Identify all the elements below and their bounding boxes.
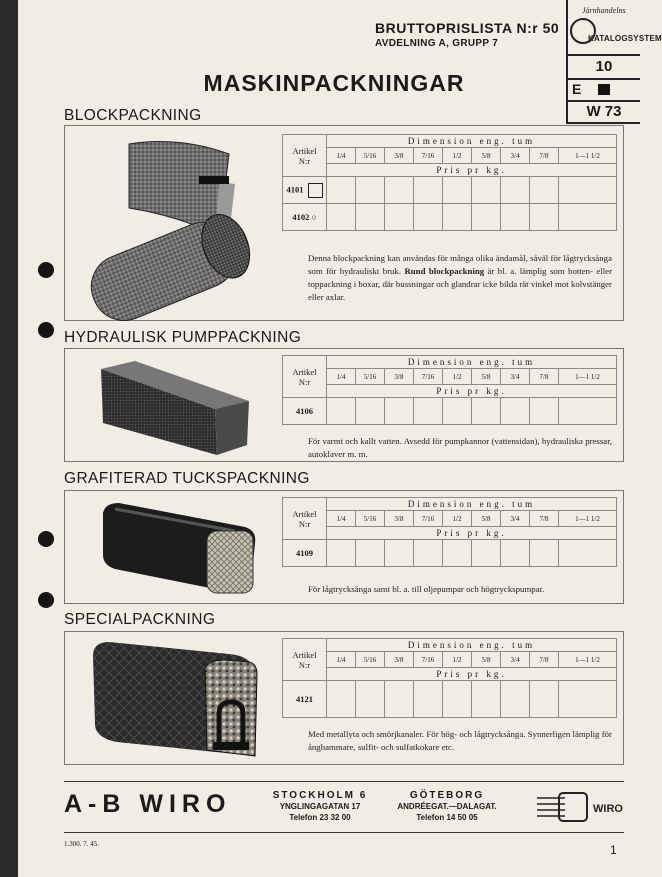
dimension-cell: 1/4	[327, 369, 356, 385]
catalog-system-box	[566, 0, 662, 124]
divider	[568, 100, 640, 102]
catalog-letter: E	[572, 81, 582, 97]
dimension-cell: 7/8	[530, 369, 559, 385]
dimension-cell: 1—1 1/2	[559, 369, 617, 385]
dimension-cell: 5/16	[356, 369, 385, 385]
product-box	[64, 348, 624, 462]
article-number: 4102 ○	[283, 204, 327, 231]
price-table	[282, 638, 617, 718]
block-packing-image	[79, 136, 279, 316]
dimension-cell: 7/8	[530, 511, 559, 527]
dimension-cell: 1/4	[327, 652, 356, 668]
dimension-cell: 7/8	[530, 148, 559, 164]
dimension-header: Dimension eng. tum	[327, 356, 617, 369]
dimension-cell: 1/2	[443, 148, 472, 164]
dimension-cell: 7/16	[414, 511, 443, 527]
article-number: 4106	[283, 398, 327, 425]
punch-hole	[38, 531, 54, 547]
dimension-cell: 1—1 1/2	[559, 511, 617, 527]
special-packing-image	[89, 638, 269, 762]
dimension-cell: 5/16	[356, 511, 385, 527]
punch-hole	[38, 322, 54, 338]
price-list-header	[375, 20, 559, 49]
catalog-number: 10	[595, 58, 613, 75]
dimension-cell: 3/4	[501, 369, 530, 385]
product-description: För varmt och kallt vatten. Avsedd för pumpkannor (vattensidan), hydrauliska pressar, autoklaver m. m.	[308, 436, 612, 459]
article-header: Artikel N:r	[283, 356, 327, 398]
section-heading: HYDRAULISK PUMPPACKNING	[64, 329, 302, 346]
dimension-cell: 1—1 1/2	[559, 652, 617, 668]
catalog-logo-bottom: KATALOGSYSTEM	[588, 34, 662, 43]
dimension-header: Dimension eng. tum	[327, 639, 617, 652]
dimension-cell: 3/8	[385, 511, 414, 527]
section-heading: BLOCKPACKNING	[64, 107, 202, 124]
product-description: Denna blockpackning kan användas för många olika ändamål, såväl för lågtrycksånga som för hydrauliskt bruk. Rund blockpackning är bl. a. lämplig som botten- eller toppackning i boxar, där bussningar och glandrar icke bilda rät vinkel mot kolvstänger eller axlar.	[308, 253, 612, 302]
dimension-cell: 3/4	[501, 511, 530, 527]
price-header: Pris pr kg.	[327, 527, 617, 540]
product-box	[64, 631, 624, 765]
address-street: ANDRÉEGAT.—DALAGAT.	[397, 802, 497, 811]
address-phone: Telefon 23 32 00	[289, 813, 351, 822]
punch-hole	[38, 262, 54, 278]
price-table	[282, 134, 617, 231]
address-city: STOCKHOLM 6	[272, 790, 368, 801]
price-table	[282, 497, 617, 567]
price-table	[282, 355, 617, 425]
section-heading: GRAFITERAD TUCKSPACKNING	[64, 470, 310, 487]
page-number: 1	[610, 843, 617, 857]
dimension-header: Dimension eng. tum	[327, 498, 617, 511]
catalog-code: W 73	[586, 103, 622, 120]
dimension-cell: 5/8	[472, 369, 501, 385]
price-list-label: BRUTTOPRISLISTA N:r 50	[375, 20, 560, 36]
dimension-cell: 3/4	[501, 148, 530, 164]
article-header: Artikel N:r	[283, 498, 327, 540]
dimension-cell: 5/16	[356, 148, 385, 164]
product-description: För lågtrycksånga samt bl. a. till oljepumpar och högtryckspumpar.	[308, 584, 545, 594]
footer-bottom-rule	[64, 832, 624, 833]
address-street: YNGLINGAGATAN 17	[279, 802, 361, 811]
footer-top-rule	[64, 781, 624, 782]
dimension-cell: 1/2	[443, 652, 472, 668]
wiro-logo-text: WIRO	[593, 803, 623, 815]
dimension-cell: 5/16	[356, 652, 385, 668]
section-heading: SPECIALPACKNING	[64, 611, 216, 628]
divider	[568, 54, 640, 56]
address-city: GÖTEBORG	[409, 790, 485, 801]
price-header: Pris pr kg.	[327, 385, 617, 398]
dimension-cell: 7/16	[414, 652, 443, 668]
dimension-cell: 3/4	[501, 652, 530, 668]
dimension-cell: 1/4	[327, 511, 356, 527]
dimension-cell: 7/16	[414, 148, 443, 164]
binder-edge	[0, 0, 18, 877]
catalog-logo-top: Järnhandelns	[582, 6, 626, 15]
dimension-cell: 1/2	[443, 511, 472, 527]
product-box	[64, 125, 624, 321]
punch-hole	[38, 592, 54, 608]
dimension-cell: 5/8	[472, 148, 501, 164]
product-description: Med metallyta och smörjkanaler. För hög- och lågtrycksånga. Synnerligen lämplig för ånghammare, sulfit- och sulfatkokare etc.	[308, 729, 612, 752]
dimension-cell: 3/8	[385, 369, 414, 385]
dimension-cell: 5/8	[472, 511, 501, 527]
dimension-cell: 7/16	[414, 369, 443, 385]
dimension-cell: 1—1 1/2	[559, 148, 617, 164]
price-header: Pris pr kg.	[327, 668, 617, 681]
page-title: MASKINPACKNINGAR	[203, 70, 465, 96]
article-number: 4121	[283, 681, 327, 718]
dimension-cell: 3/8	[385, 652, 414, 668]
article-header: Artikel N:r	[283, 135, 327, 177]
product-box	[64, 490, 624, 604]
wiro-logo	[535, 790, 625, 824]
dimension-cell: 5/8	[472, 652, 501, 668]
pump-packing-image	[95, 357, 255, 457]
article-header: Artikel N:r	[283, 639, 327, 681]
dimension-cell: 1/4	[327, 148, 356, 164]
dimension-cell: 3/8	[385, 148, 414, 164]
stockholm-address	[268, 790, 372, 823]
catalog-logo	[570, 4, 662, 52]
price-header: Pris pr kg.	[327, 164, 617, 177]
address-phone: Telefon 14 50 05	[416, 813, 478, 822]
goteborg-address	[392, 790, 502, 823]
company-brand: A-B WIRO	[64, 790, 232, 818]
division-label: AVDELNING A, GRUPP 7	[375, 38, 499, 49]
square-icon	[308, 183, 323, 198]
dimension-cell: 7/8	[530, 652, 559, 668]
dimension-cell: 1/2	[443, 369, 472, 385]
article-number: 4109	[283, 540, 327, 567]
graphite-packing-image	[95, 499, 265, 599]
print-code: 1.300. 7. 45.	[64, 840, 99, 848]
article-number: 4101	[283, 177, 327, 204]
dimension-header: Dimension eng. tum	[327, 135, 617, 148]
